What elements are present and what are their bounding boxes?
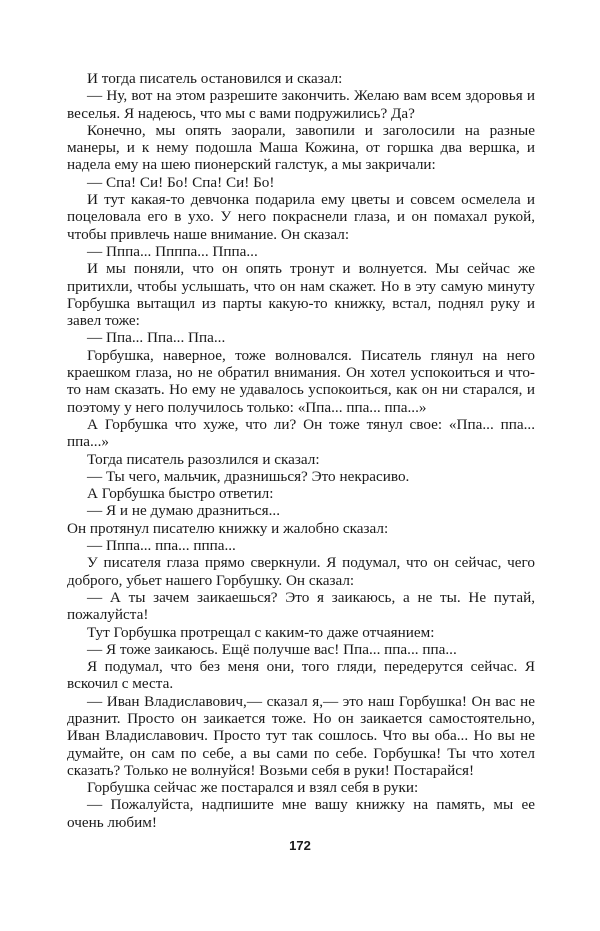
paragraph: Конечно, мы опять заорали, завопили и заголосили на разные манеры, и к нему подошла Маша Кожина, от горшка два вершка, и надела ему на шею пионерский галстук, а мы закричали: bbox=[67, 121, 535, 174]
paragraph: Тогда писатель разозлился и сказал: bbox=[87, 450, 320, 468]
paragraph: — Пппа... Ппппа... Пппа... bbox=[87, 242, 258, 260]
paragraph: И мы поняли, что он опять тронут и волнуется. Мы сейчас же притихли, чтобы услышать, что он нам скажет. Но в эту самую минуту Горбушка вытащил из парты какую-то книжку, встал, поднял руку и завел тоже: bbox=[67, 260, 535, 330]
paragraph: — Я и не думаю дразниться... bbox=[87, 502, 281, 520]
paragraph: — Пожалуйста, надпишите мне вашу книжку на память, мы ее очень любим! bbox=[67, 796, 535, 831]
paragraph: У писателя глаза прямо сверкнули. Я подумал, что он сейчас, чего доброго, убьет нашего Горбушку. Он сказал: bbox=[67, 554, 535, 589]
paragraph: И тогда писатель остановился и сказал: bbox=[87, 70, 343, 87]
paragraph: — Иван Владиславович,— сказал я,— это наш Горбушка! Он вас не дразнит. Просто он заикается тоже. Но он заикается самостоятельно, Иван Владиславович. Просто тут так сошлось. Что вы оба... Но вы не думайте, он сам по себе, а вы сами по себе. Горбушка! Ты что хотел сказать? Только не волнуйся! Возьми себя в руки! Постарайся! bbox=[67, 692, 535, 779]
paragraph: Я подумал, что без меня они, того гляди, передерутся сейчас. Я вскочил с места. bbox=[67, 658, 535, 693]
page-text-body bbox=[67, 70, 535, 831]
paragraph: — Пппа... ппа... пппа... bbox=[87, 537, 236, 555]
paragraph: Он протянул писателю книжку и жалобно сказал: bbox=[67, 519, 389, 537]
paragraph: И тут какая-то девчонка подарила ему цветы и совсем осмелела и поцеловала его в ухо. У него покраснели глаза, и он помахал рукой, чтобы привлечь наше внимание. Он сказал: bbox=[67, 191, 535, 243]
paragraph: Горбушка, наверное, тоже волновался. Писатель глянул на него краешком глаза, но не обратил внимания. Он хотел успокоиться и что-то нам сказать. Но ему не удавалось успокоиться, как он ни старался, и поэтому у него получилось только: «Ппа... ппа... ппа...» bbox=[67, 346, 535, 416]
paragraph: — А ты зачем заикаешься? Это я заикаюсь, а не ты. Не путай, пожалуйста! bbox=[67, 588, 535, 624]
paragraph: — Я тоже заикаюсь. Ещё получше вас! Ппа... ппа... ппа... bbox=[87, 640, 457, 658]
paragraph: Горбушка сейчас же постарался и взял себя в руки: bbox=[87, 779, 419, 797]
page-number: 172 bbox=[289, 838, 311, 853]
paragraph: — Ппа... Ппа... Ппа... bbox=[87, 329, 226, 347]
paragraph: — Ты чего, мальчик, дразнишься? Это некрасиво. bbox=[87, 467, 410, 485]
paragraph: А Горбушка быстро ответил: bbox=[87, 485, 274, 503]
paragraph: — Ну, вот на этом разрешите закончить. Желаю вам всем здоровья и веселья. Я надеюсь, что мы с вами подружились? Да? bbox=[67, 87, 535, 122]
paragraph: А Горбушка что хуже, что ли? Он тоже тянул свое: «Ппа... ппа... ппа...» bbox=[67, 415, 535, 451]
paragraph: — Спа! Си! Бо! Спа! Си! Бо! bbox=[87, 173, 275, 191]
paragraph: Тут Горбушка протрещал с каким-то даже отчаянием: bbox=[87, 623, 435, 641]
